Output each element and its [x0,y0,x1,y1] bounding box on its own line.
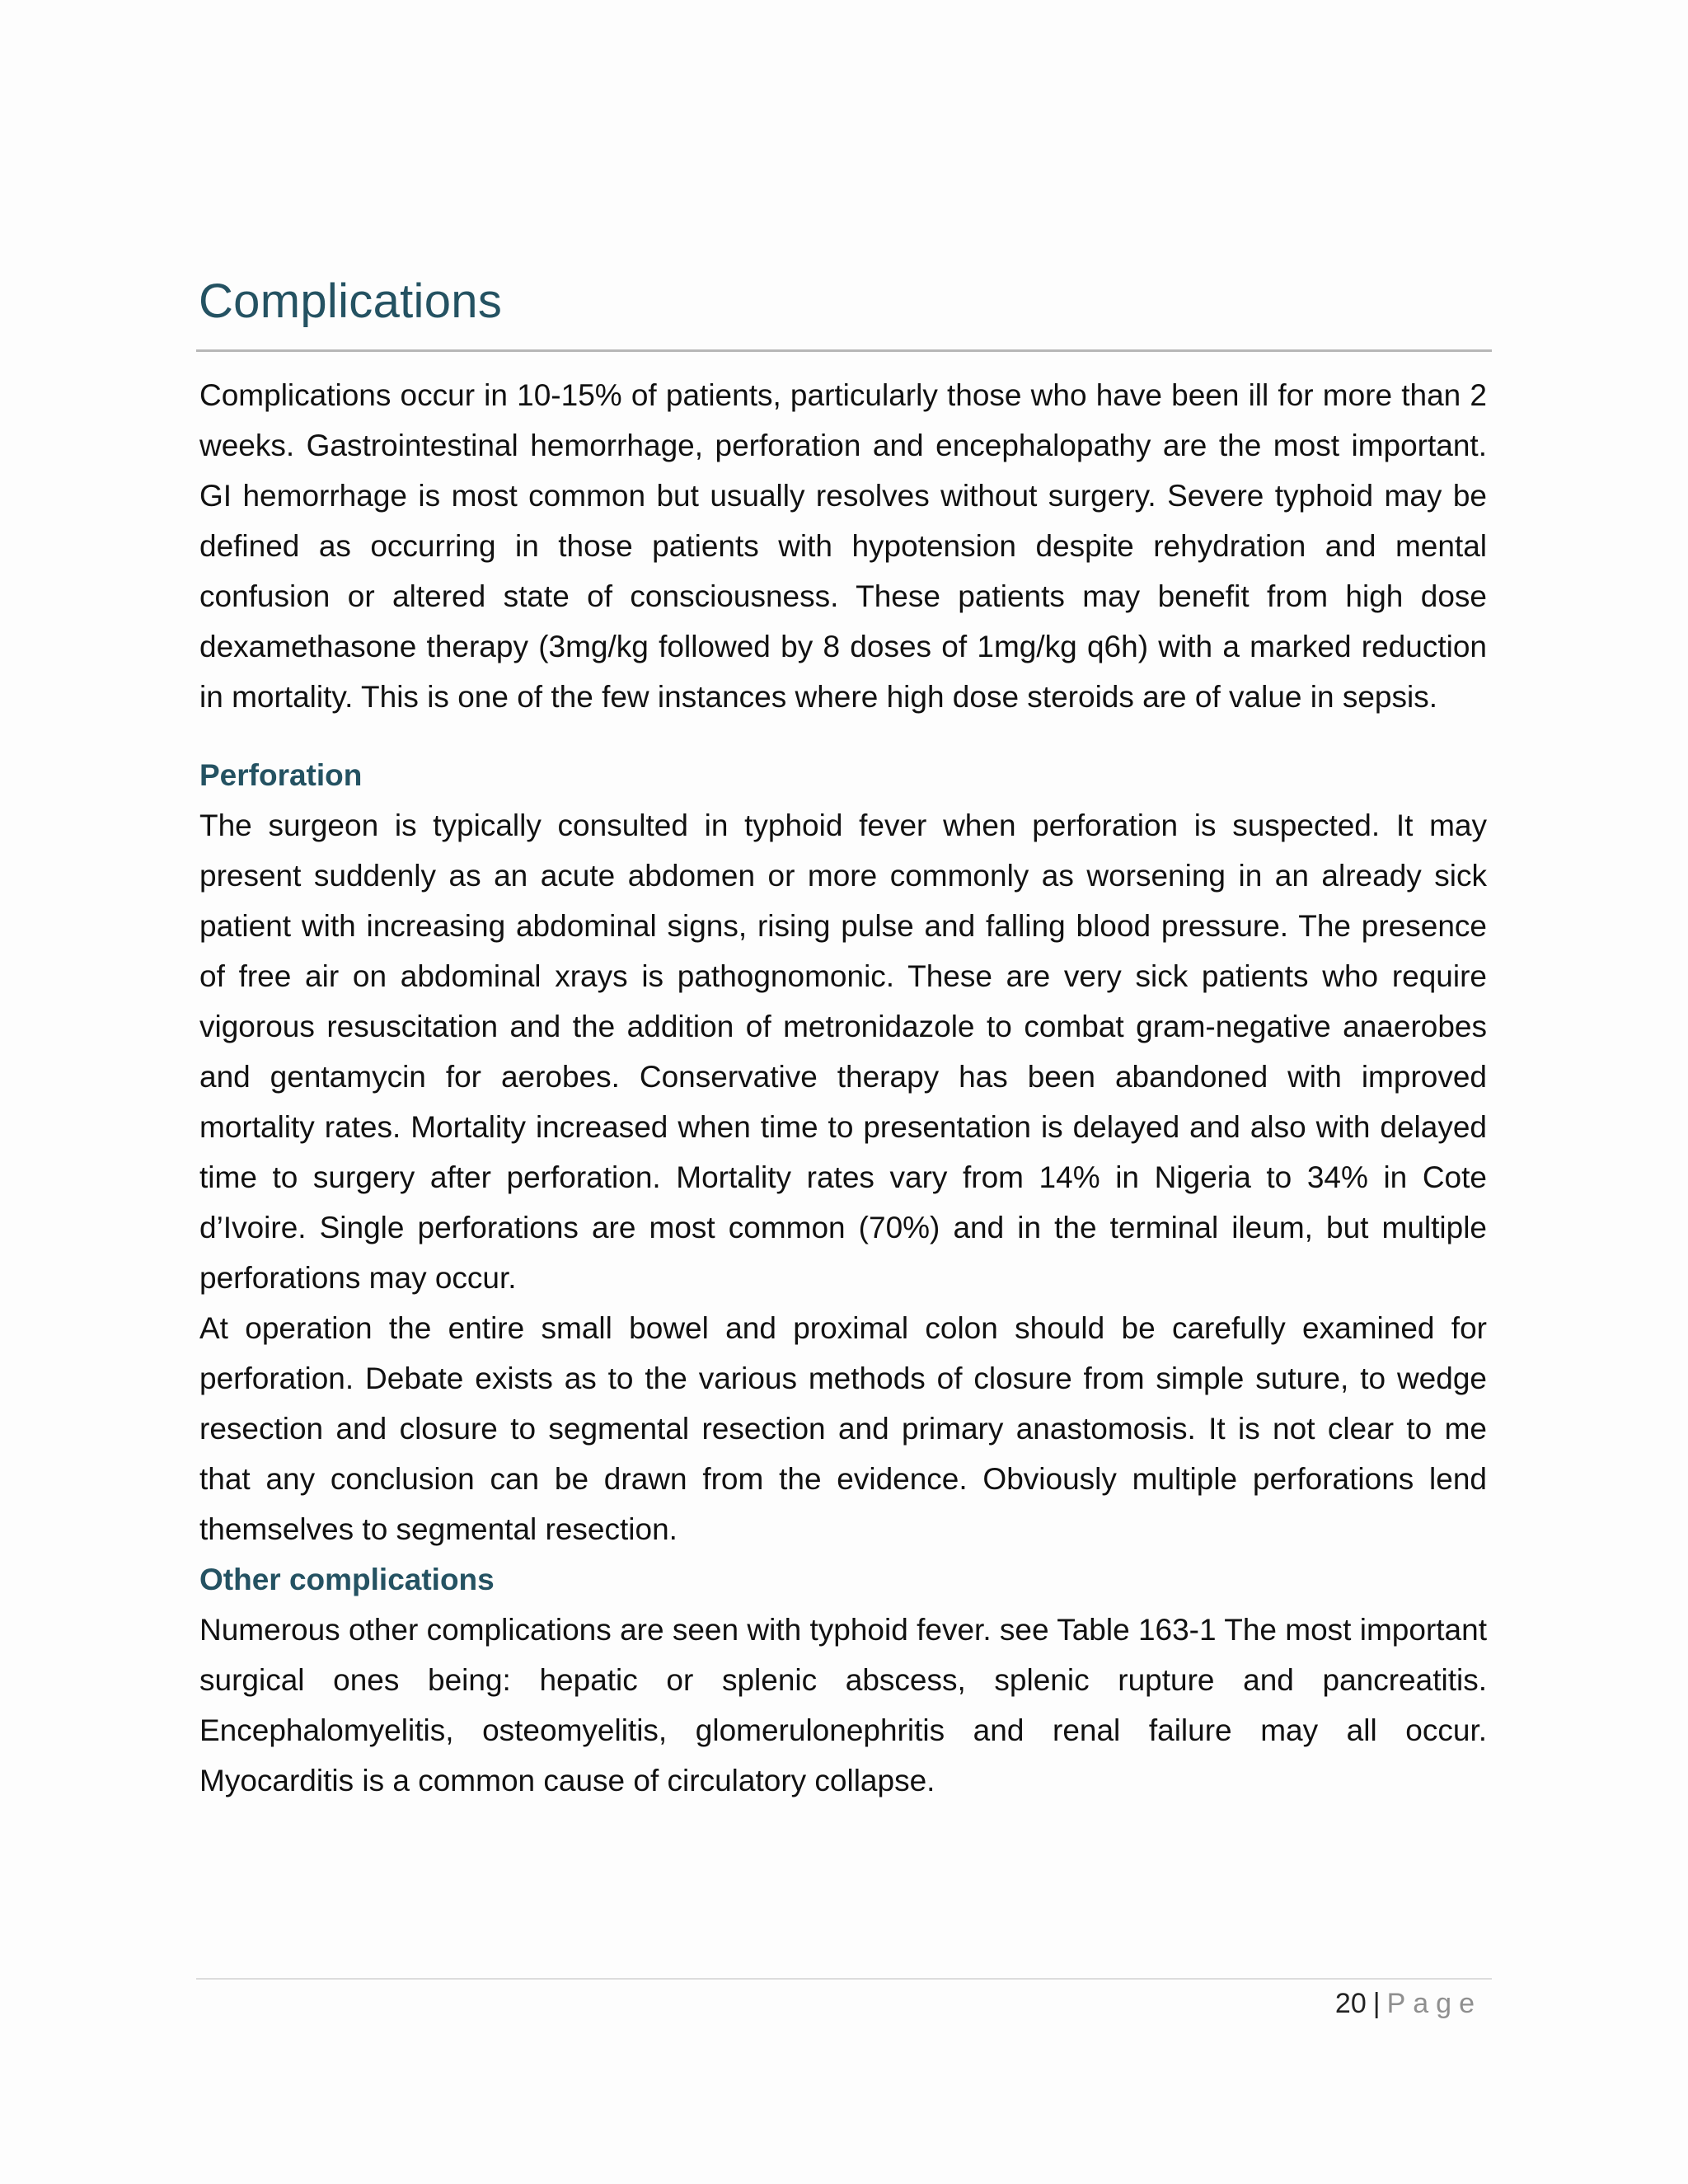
page-number: 20 [1334,1988,1367,2019]
perforation-paragraph-2: At operation the entire small bowel and proximal colon should be carefully examined for perforation. Debate exists as to the various methods of closure from simple suture, to wedge resection and closure to segmental resection and primary anastomosis. It is not clear to me that any conclusion can be drawn from the evidence. Obviously multiple perforations lend themselves to segmental resection. [199,1311,1487,1546]
document-page [196,247,1492,1806]
perforation-heading: Perforation [199,758,363,792]
intro-paragraph: Complications occur in 10-15% of patients, particularly those who have been ill for more than 2 weeks. Gastrointestinal hemorrhage, perforation and encephalopathy are the most important. GI hemorrhage is most common but usually resolves without surgery. Severe typhoid may be defined as occurring in those patients with hypotension despite rehydration and mental confusion or altered state of consciousness. These patients may benefit from high dose dexamethasone therapy (3mg/kg followed by 8 doses of 1mg/kg q6h) with a marked reduction in mortality. This is one of the few instances where high dose steroids are of value in sepsis. [199,378,1487,714]
footer-divider [196,1978,1492,1980]
perforation-paragraph-1: The surgeon is typically consulted in typhoid fever when perforation is suspected. It may present suddenly as an acute abdomen or more commonly as worsening in an already sick patient with increasing abdominal signs, rising pulse and falling blood pressure. The presence of free air on abdominal xrays is pathognomonic. These are very sick patients who require vigorous resuscitation and the addition of metronidazole to combat gram-negative anaerobes and gentamycin for aerobes. Conservative therapy has been abandoned with improved mortality rates. Mortality increased when time to presentation is delayed and also with delayed time to surgery after perforation. Mortality rates vary from 14% in Nigeria to 34% in Cote d’Ivoire. Single perforations are most common (70%) and in the terminal ileum, but multiple perforations may occur. [199,808,1487,1295]
other-complications-paragraph: Numerous other complications are seen with typhoid fever. see Table 163-1 The most important surgical ones being: hepatic or splenic abscess, splenic rupture and pancreatitis. Encephalomyelitis, osteomyelitis, glomerulonephritis and renal failure may all occur. Myocarditis is a common cause of circulatory collapse. [199,1613,1487,1797]
footer-separator: | [1372,1988,1381,2019]
page-label: Page [1386,1988,1482,2019]
other-complications-heading: Other complications [199,1563,495,1596]
page-footer [1335,1983,1482,2024]
title-divider [196,349,1492,352]
section-title: Complications [199,274,503,328]
